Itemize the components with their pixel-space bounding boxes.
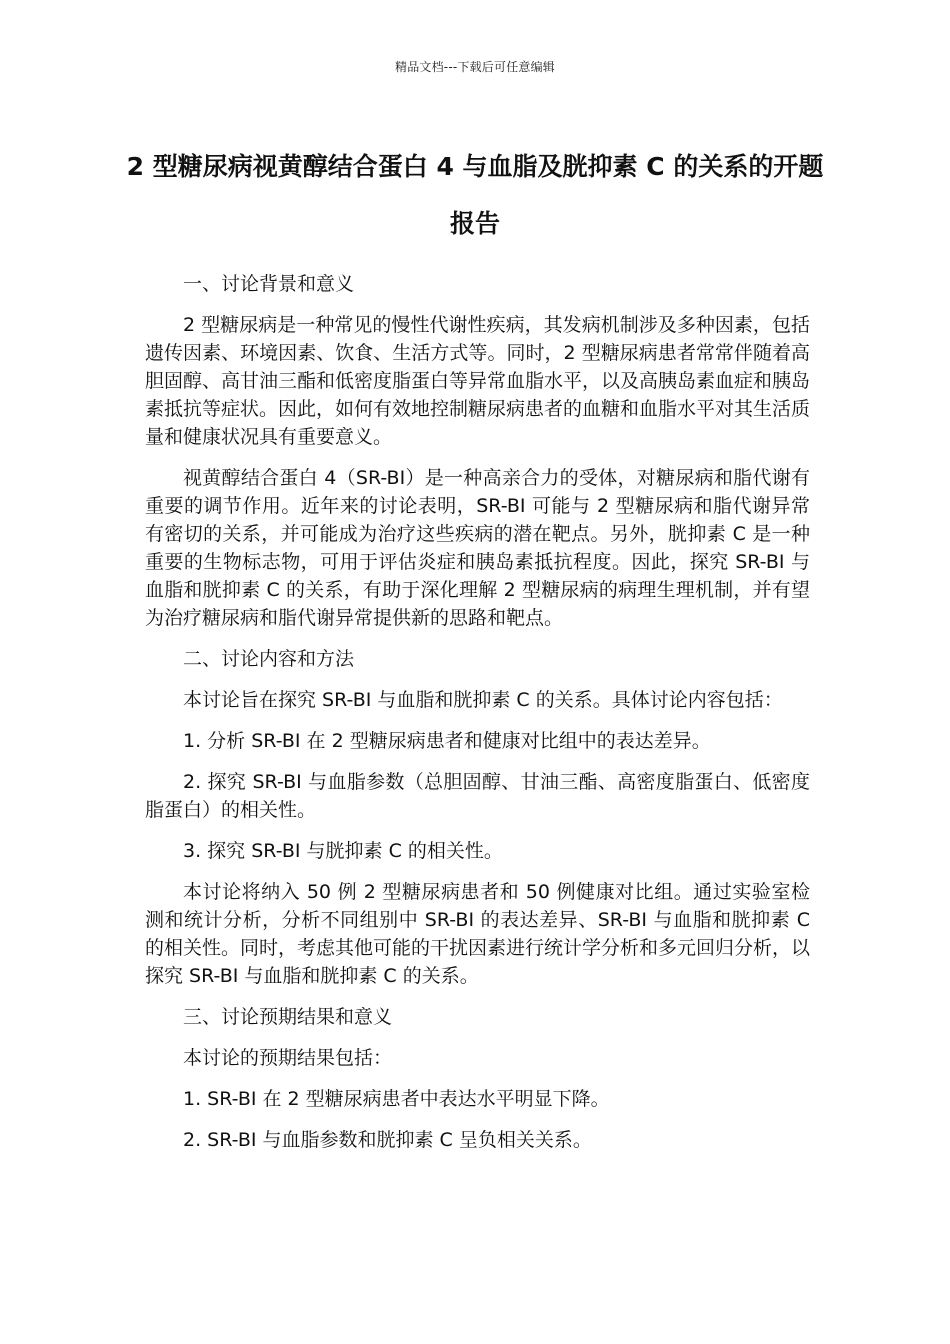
list-item: 3. 探究 SR-BI 与胱抑素 C 的相关性。 (183, 840, 503, 862)
document-title: 2 型糖尿病视黄醇结合蛋白 4 与血脂及胱抑素 C 的关系的开题报告 (126, 152, 824, 238)
page-header-watermark: 精品文档---下载后可任意编辑 (395, 60, 555, 74)
body-paragraph: 视黄醇结合蛋白 4（SR-BI）是一种高亲合力的受体，对糖尿病和脂代谢有重要的调节作用。近年来的讨论表明，SR-BI 可能与 2 型糖尿病和脂代谢异常有密切的关系，并可能成为治疗这些疾病的潜在靶点。另外，胱抑素 C 是一种重要的生物标志物，可用于评估炎症和胰岛素抵抗程度。因此，探究 SR-BI 与血脂和胱抑素 C 的关系，有助于深化理解 2 型糖尿病的病理生理机制，并有望为治疗糖尿病和脂代谢异常提供新的思路和靶点。 (145, 467, 810, 629)
list-item: 1. SR-BI 在 2 型糖尿病患者中表达水平明显下降。 (183, 1088, 610, 1110)
list-item: 2. SR-BI 与血脂参数和胱抑素 C 呈负相关关系。 (183, 1129, 592, 1151)
section-heading-background: 一、讨论背景和意义 (183, 273, 355, 295)
section-heading-expected-results: 三、讨论预期结果和意义 (183, 1006, 393, 1028)
body-paragraph: 本讨论的预期结果包括： (183, 1047, 393, 1069)
section-heading-methods: 二、讨论内容和方法 (183, 648, 355, 670)
body-paragraph: 本讨论将纳入 50 例 2 型糖尿病患者和 50 例健康对比组。通过实验室检测和统计分析，分析不同组别中 SR-BI 的表达差异、SR-BI 与血脂和胱抑素 C 的相关性。同时，考虑其他可能的干扰因素进行统计学分析和多元回归分析，以探究 SR-BI 与血脂和胱抑素 C 的关系。 (145, 881, 811, 987)
body-paragraph: 2 型糖尿病是一种常见的慢性代谢性疾病，其发病机制涉及多种因素，包括遗传因素、环境因素、饮食、生活方式等。同时，2 型糖尿病患者常常伴随着高胆固醇、高甘油三酯和低密度脂蛋白等异常血脂水平，以及高胰岛素血症和胰岛素抵抗等症状。因此，如何有效地控制糖尿病患者的血糖和血脂水平对其生活质量和健康状况具有重要意义。 (145, 314, 811, 448)
body-paragraph: 本讨论旨在探究 SR-BI 与血脂和胱抑素 C 的关系。具体讨论内容包括： (183, 689, 783, 711)
document-body (145, 270, 810, 1167)
list-item: 2. 探究 SR-BI 与血脂参数（总胆固醇、甘油三酯、高密度脂蛋白、低密度脂蛋白）的相关性。 (145, 771, 810, 821)
list-item: 1. 分析 SR-BI 在 2 型糖尿病患者和健康对比组中的表达差异。 (183, 730, 711, 752)
